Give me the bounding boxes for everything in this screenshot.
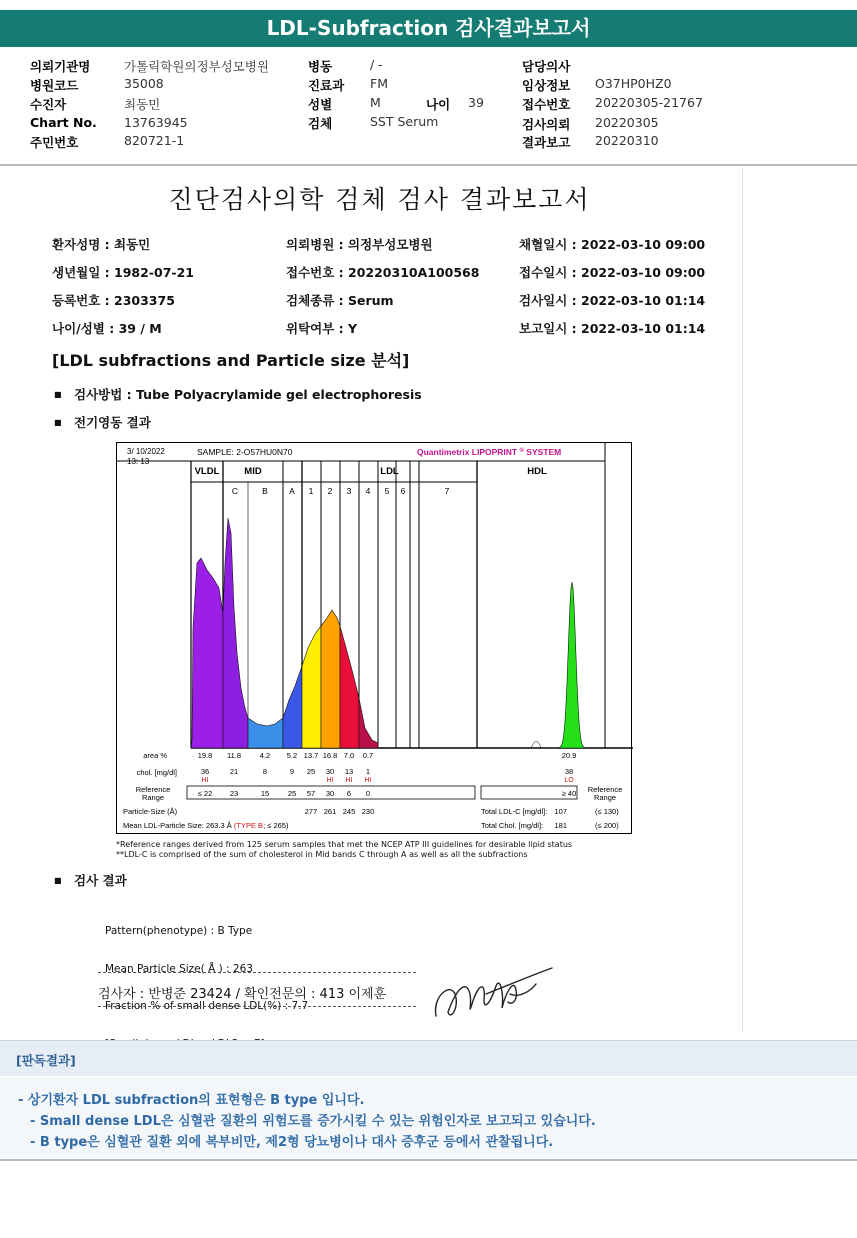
header-info-panel: [0, 48, 857, 166]
mean-particle-size: Mean LDL-Particle Size: 263.3 Å (TYPE B; ≤ 265): [123, 821, 289, 830]
label-sex: 성별: [308, 97, 333, 112]
chol-flag: HI: [345, 777, 353, 784]
value-ward: / -: [370, 57, 383, 72]
ref-value: ≥ 40: [561, 789, 577, 798]
value-report-date: 20220310: [595, 133, 659, 148]
field-specimen-type: 검체종류 : Serum: [286, 293, 394, 308]
value-patient: 최동민: [124, 97, 161, 112]
total-ldl-label: Total LDL-C [mg/dl]:: [481, 807, 548, 816]
chart-date: 3/ 10/2022: [127, 447, 165, 456]
peak-minor: [531, 741, 541, 748]
area-value: 4.2: [259, 751, 271, 760]
chart-sample-id: SAMPLE: 2-O57HU0N70: [197, 447, 293, 457]
particle-size-value: 277: [304, 807, 318, 816]
group-label-hdl: HDL: [527, 466, 547, 477]
value-specimen: SST Serum: [370, 114, 439, 129]
label-specimen: 검체: [308, 116, 333, 131]
signature-divider-bottom: [98, 1006, 416, 1007]
chol-value: 36: [200, 767, 210, 776]
chol-value: 1: [365, 767, 371, 776]
peak-mid-b: [248, 718, 283, 748]
ref-value: 6: [346, 789, 352, 798]
reference-notes: [116, 840, 572, 860]
band-label-4: 4: [365, 486, 371, 496]
total-chol-value: 181: [554, 821, 567, 830]
field-consignment: 위탁여부 : Y: [286, 321, 358, 336]
total-chol-ref: (≤ 200): [595, 821, 619, 830]
chol-value: 13: [344, 767, 354, 776]
chol-value: 21: [229, 767, 239, 776]
chol-flag: LO: [564, 777, 574, 784]
area-value: 11.8: [226, 751, 242, 760]
peak-vldl: [191, 558, 223, 748]
area-row-label: area %: [143, 751, 167, 760]
reference-note-2: **LDL-C is comprised of the sum of cholesterol in Mid bands C through A as well as all the subfractions: [116, 850, 528, 859]
ref-value: 15: [260, 789, 270, 798]
result-pattern: Pattern(phenotype) : B Type: [105, 925, 253, 937]
field-report-time: 보고일시 : 2022-03-10 01:14: [519, 321, 706, 336]
label-age: 나이: [426, 97, 451, 112]
signature-divider-top: [98, 972, 416, 973]
ref-value: 25: [287, 789, 297, 798]
chol-value: 9: [289, 767, 295, 776]
test-result-text: [105, 900, 308, 1063]
peak-ldl-4: [359, 698, 378, 748]
reference-note-1: *Reference ranges derived from 125 serum samples that met the NCEP ATP III guidelines for desirable lipid status: [116, 840, 573, 849]
value-resident-no: 820721-1: [124, 133, 185, 148]
chol-row-label: chol. [mg/dl]: [136, 768, 177, 777]
particle-size-value: 261: [323, 807, 337, 816]
value-receipt-no: 20220305-21767: [595, 95, 703, 110]
result-mean-size: Mean Particle Size( Å ) : 263: [105, 962, 253, 975]
label-hospital-code: 병원코드: [30, 78, 79, 93]
area-value: 13.7: [303, 751, 319, 760]
peak-hdl: [547, 582, 587, 748]
field-receipt-time: 접수일시 : 2022-03-10 09:00: [519, 265, 706, 280]
peak-ldl-3: [340, 626, 359, 748]
chart-time: 13: 13: [127, 457, 150, 466]
value-age: 39: [468, 95, 484, 110]
report-title: 진단검사의학 검체 검사 결과보고서: [168, 185, 591, 214]
value-sex: M: [370, 95, 381, 110]
band-label-2: 2: [327, 486, 333, 496]
area-value: 0.7: [362, 751, 374, 760]
band-label-3: 3: [346, 486, 352, 496]
ref-value: 0: [365, 789, 371, 798]
label-report-date: 결과보고: [522, 135, 571, 150]
field-collection-time: 채혈일시 : 2022-03-10 09:00: [519, 237, 706, 252]
label-resident-no: 주민번호: [30, 135, 79, 150]
peak-mid-c: [223, 518, 248, 748]
verdict-header: [0, 1040, 857, 1076]
peak-ldl-1: [302, 626, 321, 748]
section-title: [LDL subfractions and Particle size 분석]: [52, 351, 410, 370]
method-line: ■ 검사방법 : Tube Polyacrylamide gel electrophoresis: [54, 385, 422, 403]
ref-row-label-1: Reference: [135, 785, 171, 794]
value-department: FM: [370, 76, 388, 91]
area-value: 7.0: [343, 751, 355, 760]
field-test-time: 검사일시 : 2022-03-10 01:14: [519, 293, 706, 308]
area-value: 16.8: [322, 751, 338, 760]
band-label-1: 1: [308, 486, 314, 496]
label-ward: 병동: [308, 59, 333, 74]
test-result-heading: ■ 검사 결과: [54, 871, 127, 889]
chol-flag: HI: [201, 777, 209, 784]
verdict-heading: [판독결과]: [16, 1053, 76, 1068]
field-registration-number: 등록번호 : 2303375: [52, 293, 175, 308]
label-department: 진료과: [308, 78, 345, 93]
ref-right-label-2: Range: [593, 793, 617, 802]
label-request-date: 검사의뢰: [522, 117, 571, 132]
label-doctor: 담당의사: [522, 59, 571, 74]
particle-size-value: 230: [361, 807, 375, 816]
band-label-6: 6: [400, 486, 406, 496]
chol-value: 25: [306, 767, 316, 776]
verdict-line-3: - B type은 심혈관 질환 외에 복부비만, 제2형 당뇨병이나 대사 증후군 등에서 관찰됩니다.: [30, 1135, 554, 1150]
label-patient: 수진자: [30, 97, 67, 112]
band-label-7: 7: [444, 486, 450, 496]
field-age-sex: 나이/성별 : 39 / M: [52, 321, 162, 336]
particle-row-label: Particle-Size (Å): [123, 807, 178, 816]
band-label-5: 5: [384, 486, 390, 496]
total-ldl-value: 107: [554, 807, 567, 816]
report-header-title: LDL-Subfraction 검사결과보고서: [0, 10, 857, 47]
chol-flag: HI: [364, 777, 372, 784]
value-clinical-info: O37HP0HZ0: [595, 76, 672, 91]
signature-line: 검사자 : 반병준 23424 / 확인전문의 : 413 이제훈: [98, 987, 387, 1002]
group-label-mid: MID: [244, 466, 262, 477]
verdict-line-2: - Small dense LDL은 심혈관 질환의 위험도를 증가시킬 수 있는 위험인자로 보고되고 있습니다.: [30, 1114, 596, 1129]
value-request-date: 20220305: [595, 115, 659, 130]
value-chart-no: 13763945: [124, 115, 188, 130]
verdict-body: [0, 1077, 857, 1161]
label-chart-no: Chart No.: [30, 115, 97, 130]
label-receipt-no: 접수번호: [522, 97, 571, 112]
particle-size-value: 245: [342, 807, 356, 816]
field-receipt-number: 접수번호 : 20220310A100568: [286, 265, 480, 280]
total-chol-label: Total Chol. [mg/dl]:: [481, 821, 544, 830]
chart-brand: Quantimetrix LIPOPRINT ® SYSTEM: [417, 447, 562, 457]
group-label-ldl: LDL: [380, 466, 399, 477]
lipoprint-chart: [116, 442, 632, 834]
handwritten-signature: [426, 964, 556, 1028]
ref-value: ≤ 22: [197, 789, 213, 798]
area-value: 19.8: [197, 751, 213, 760]
label-institution: 의뢰기관명: [30, 59, 91, 74]
ref-value: 57: [306, 789, 316, 798]
verdict-line-1: - 상기환자 LDL subfraction의 표현형은 B type 입니다.: [18, 1093, 365, 1108]
result-small-dense-fraction: Fraction % of small dense LDL(%) : 7.7: [105, 1000, 309, 1012]
area-value: 5.2: [286, 751, 298, 760]
total-ldl-ref: (≤ 130): [595, 807, 619, 816]
ref-row-label-2: Range: [141, 793, 165, 802]
field-requesting-hospital: 의뢰병원 : 의정부성모병원: [286, 237, 433, 252]
chol-value: 38: [564, 767, 574, 776]
value-institution: 가톨릭학원의정부성모병원: [124, 59, 269, 74]
electrophoresis-heading: ■ 전기영동 결과: [54, 413, 151, 431]
chol-flag: HI: [326, 777, 334, 784]
peak-mid-a: [283, 666, 302, 748]
ref-value: 23: [229, 789, 239, 798]
label-clinical-info: 임상정보: [522, 78, 571, 93]
band-label-a: A: [289, 486, 295, 496]
chol-value: 30: [325, 767, 335, 776]
ref-value: 30: [325, 789, 335, 798]
band-label-b: B: [262, 486, 268, 496]
chol-value: 8: [262, 767, 268, 776]
lipoprint-chart-svg: [117, 443, 633, 835]
field-birth-date: 생년월일 : 1982-07-21: [52, 265, 194, 280]
group-label-vldl: VLDL: [194, 466, 220, 477]
band-label-c: C: [231, 486, 239, 496]
ref-right-label-1: Reference: [587, 785, 623, 794]
value-hospital-code: 35008: [124, 76, 164, 91]
area-value: 20.9: [561, 751, 577, 760]
peak-ldl-2: [321, 610, 340, 748]
field-patient-name: 환자성명 : 최동민: [52, 237, 151, 252]
